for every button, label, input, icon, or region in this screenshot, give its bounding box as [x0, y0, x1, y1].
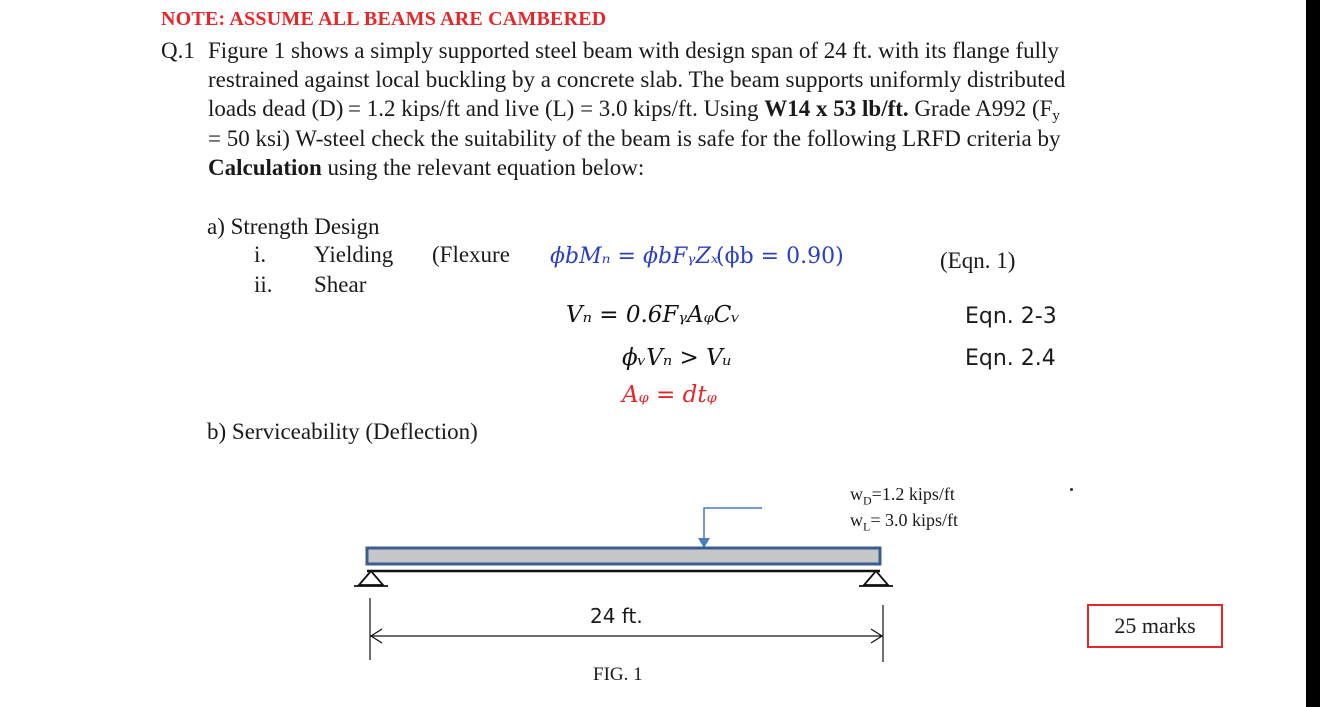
dead-load-sub: D: [863, 493, 872, 508]
item-i-paren: (Flexure: [432, 242, 510, 267]
span-label: 24 ft.: [590, 604, 643, 628]
dead-load-value: =1.2 kips/ft: [871, 484, 955, 504]
question-line-4: = 50 ksi) W-steel check the suitability of the beam is safe for the following LRFD criteria by: [208, 126, 1061, 151]
live-load-value: = 3.0 kips/ft: [870, 510, 958, 530]
steel-beam: [367, 548, 880, 564]
live-load-w: w: [850, 510, 863, 530]
figure-caption: FIG. 1: [593, 664, 643, 685]
equation-web-area: Aᵩ = dtᵩ: [622, 382, 717, 408]
calculation-bold: Calculation: [208, 155, 322, 180]
equation-2-4-label: Eqn. 2.4: [965, 346, 1056, 371]
equation-flexure-phi: (ϕb = 0.90): [716, 244, 844, 269]
section-a-label: a) Strength Design: [207, 214, 380, 239]
left-support: [359, 571, 383, 585]
section-b-label: b) Serviceability (Deflection): [207, 419, 478, 444]
question-line-3-tail: Grade A992 (F: [908, 96, 1053, 121]
question-line-2: restrained against local buckling by a concrete slab. The beam supports uniformly distributed: [208, 67, 1066, 92]
live-load-sub: L: [863, 519, 871, 534]
equation-flexure: ϕbMₙ = ϕbFᵧZₓ: [550, 244, 719, 269]
question-line-5-tail: using the relevant equation below:: [321, 155, 645, 180]
item-ii-label: Shear: [314, 272, 367, 297]
item-i-number: i.: [254, 242, 267, 267]
note-heading: NOTE: ASSUME ALL BEAMS ARE CAMBERED: [161, 8, 607, 30]
fy-subscript: y: [1052, 108, 1060, 124]
item-i-label: Yielding: [314, 242, 394, 267]
question-line-1: Figure 1 shows a simply supported steel beam with design span of 24 ft. with its flange fully: [208, 38, 1059, 63]
equation-shear-check: ϕᵥVₙ > Vᵤ: [622, 345, 732, 371]
question-line-3-text: loads dead (D) = 1.2 kips/ft and live (L) = 3.0 kips/ft. Using: [208, 96, 765, 121]
equation-2-3-label: Eqn. 2-3: [965, 304, 1057, 329]
item-ii-number: ii.: [254, 272, 273, 297]
question-number: Q.1: [161, 38, 195, 63]
equation-1-label: (Eqn. 1): [940, 248, 1016, 273]
equation-shear-strength: Vₙ = 0.6FᵧAᵩCᵥ: [566, 302, 740, 328]
right-support: [864, 571, 888, 585]
dead-load-w: w: [850, 484, 863, 504]
section-designation: W14 x 53 lb/ft.: [764, 96, 909, 121]
load-arrow-line: [704, 508, 762, 540]
marks-box: 25 marks: [1087, 604, 1223, 648]
